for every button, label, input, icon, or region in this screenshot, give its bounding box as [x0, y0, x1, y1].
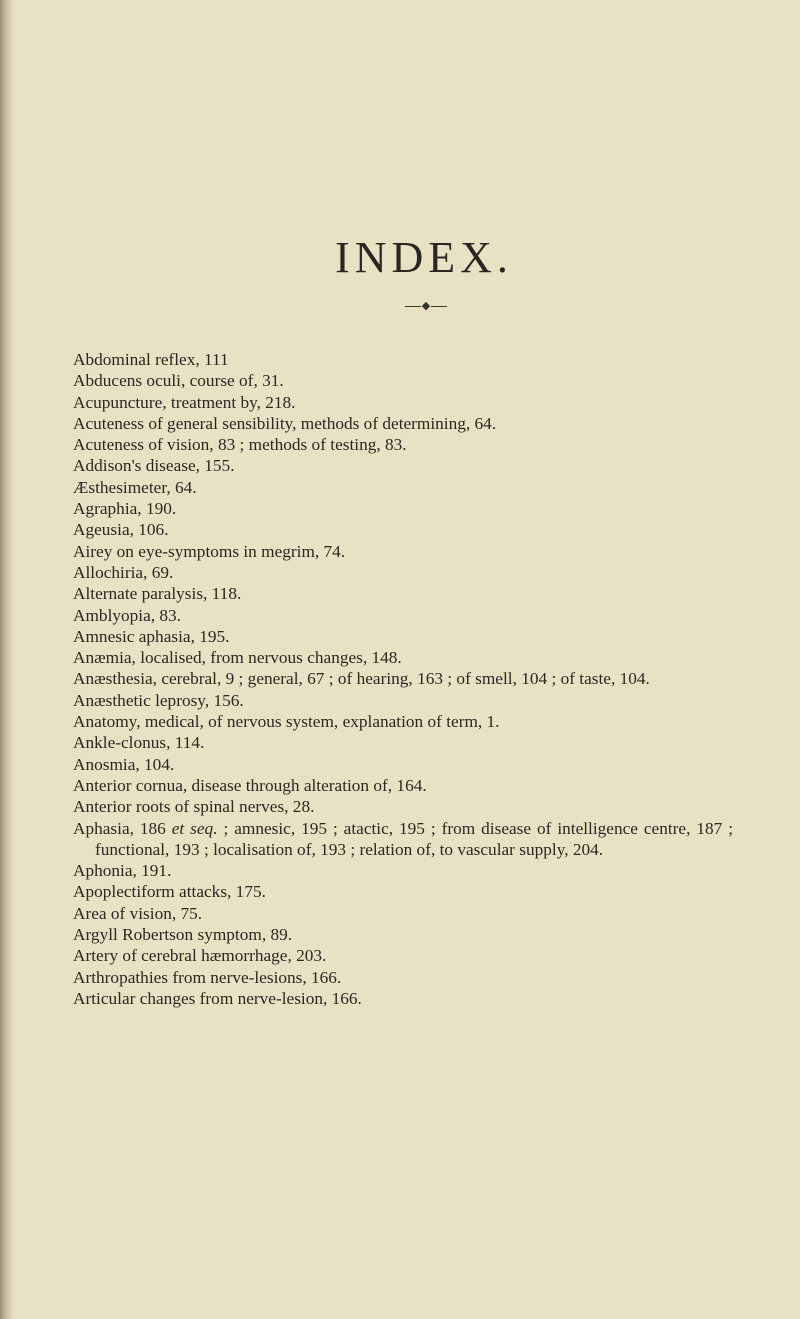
index-entry: Acuteness of vision, 83 ; methods of testing, 83. — [73, 435, 407, 455]
index-entry: Amblyopia, 83. — [73, 605, 181, 625]
index-entry: Aphonia, 191. — [73, 861, 172, 881]
index-entry: Arthropathies from nerve-lesions, 166. — [73, 967, 342, 987]
index-entry: Alternate paralysis, 118. — [73, 584, 242, 604]
index-entry: Anæsthesia, cerebral, 9 ; general, 67 ; of hearing, 163 ; of smell, 104 ; of taste, 104. — [73, 669, 650, 689]
index-entry: Amnesic aphasia, 195. — [73, 626, 230, 646]
page-title: INDEX. — [335, 233, 513, 282]
index-entry: Anatomy, medical, of nervous system, explanation of term, 1. — [73, 712, 500, 732]
index-entry: Agraphia, 190. — [73, 499, 177, 519]
index-entry: Artery of cerebral hæmorrhage, 203. — [73, 946, 327, 966]
index-entry: Airey on eye-symptoms in megrim, 74. — [73, 541, 346, 561]
ornament-rule-left — [405, 306, 421, 307]
index-entry: Area of vision, 75. — [73, 903, 203, 923]
index-entry: Acupuncture, treatment by, 218. — [73, 392, 296, 412]
index-entry: Ankle-clonus, 114. — [73, 733, 205, 753]
index-entry: Anterior cornua, disease through alteration of, 164. — [73, 775, 427, 795]
index-entry: Anterior roots of spinal nerves, 28. — [73, 797, 315, 817]
index-entry: Anosmia, 104. — [73, 754, 175, 774]
index-entry: Abducens oculi, course of, 31. — [73, 371, 284, 391]
index-entry: Aphasia, 186 et seq. ; amnesic, 195 ; atactic, 195 ; from disease of intelligence centre, 187 ; functional, 193 ; localisation of, 193 ; relation of, to vascular supply, 204. — [73, 818, 734, 859]
index-entry: Acuteness of general sensibility, methods of determining, 64. — [73, 413, 497, 433]
ornament-rule-right — [431, 306, 447, 307]
index-entry: Apoplectiform attacks, 175. — [73, 882, 266, 902]
index-entry: Abdominal reflex, 111 — [73, 350, 229, 369]
title-ornament — [0, 296, 800, 316]
index-entry: Argyll Robertson symptom, 89. — [73, 925, 293, 945]
index-entry: Anæsthetic leprosy, 156. — [73, 690, 244, 710]
diamond-icon: ◆ — [421, 300, 431, 312]
index-entry: Addison's disease, 155. — [73, 456, 235, 476]
index-entry: Ageusia, 106. — [73, 520, 169, 540]
index-entry-list — [73, 349, 733, 1009]
index-entry: Æsthesimeter, 64. — [73, 477, 197, 497]
index-entry: Allochiria, 69. — [73, 562, 174, 582]
index-entry: Articular changes from nerve-lesion, 166. — [73, 988, 362, 1008]
index-entry: Anæmia, localised, from nervous changes, 148. — [73, 648, 402, 668]
